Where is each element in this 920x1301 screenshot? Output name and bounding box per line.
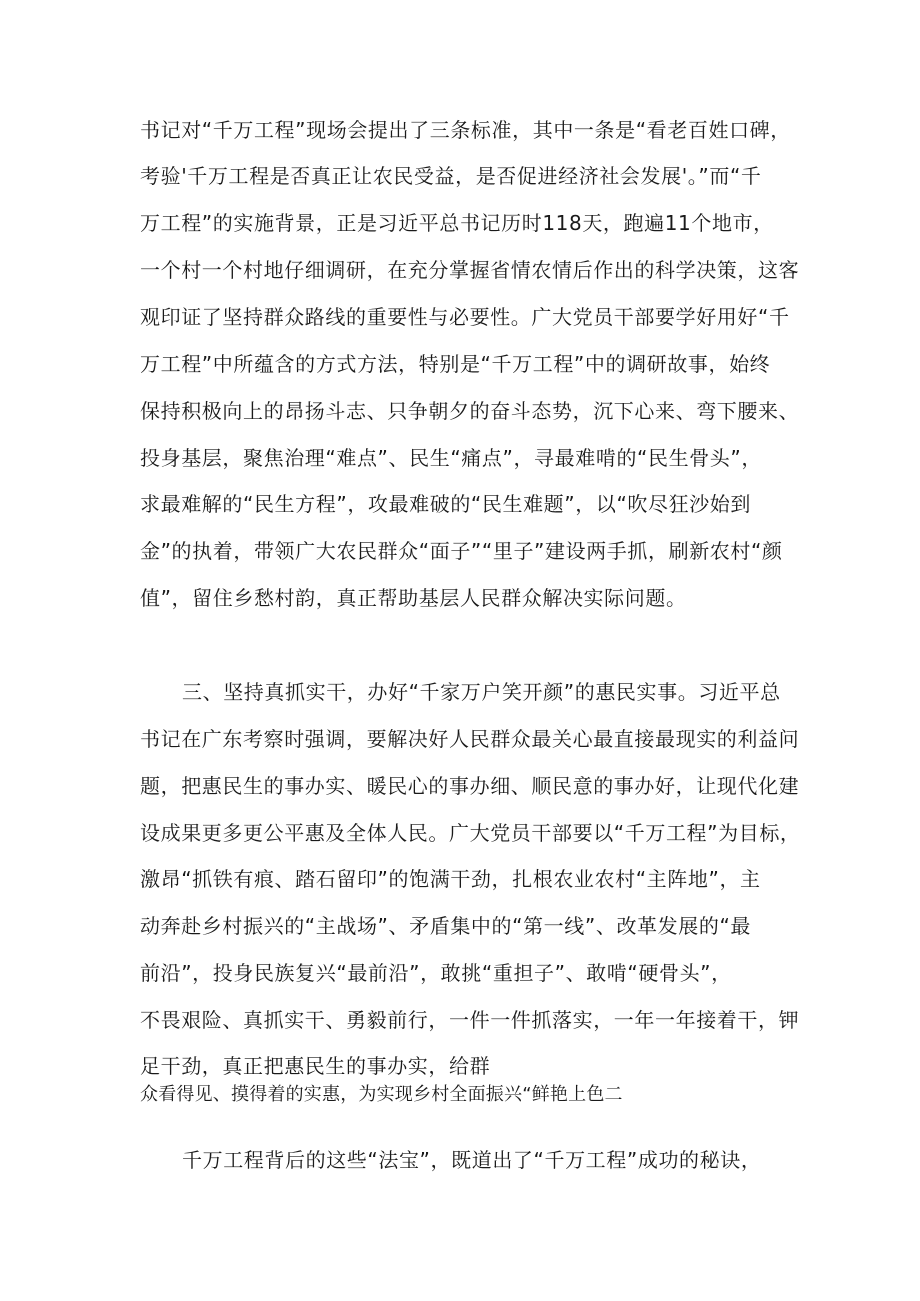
text-line: 投身基层，聚焦治理“难点”、民生“痛点”，寻最难啃的“民生骨头”， [140, 446, 762, 470]
text-line: 题，把惠民生的事办实、暖民心的事办细、顺民意的事办好，让现代化建 [140, 774, 800, 798]
text-line: 保持积极向上的昂扬斗志、只争朝夕的奋斗态势，沉下心来、弯下腰来、 [140, 399, 800, 423]
text-line: 书记对“千万工程”现场会提出了三条标准，其中一条是“看老百姓口碑， [140, 118, 791, 142]
text-line: 众看得见、摸得着的实惠，为实现乡村全面振兴“鲜艳上色二 [140, 1084, 623, 1105]
text-line: 观印证了坚持群众路线的重要性与必要性。广大党员干部要学好用好“千 [140, 305, 790, 329]
text-line: 值”，留住乡愁村韵，真正帮助基层人民群众解决实际问题。 [140, 586, 687, 610]
text-line: 设成果更多更公平惠及全体人民。广大党员干部要以“千万工程”为目标， [140, 821, 801, 845]
text-line: 不畏艰险、真抓实干、勇毅前行，一件一件抓落实，一年一年接着干，钾 [140, 1008, 800, 1032]
text-line: 万工程”中所蕴含的方式方法，特别是“千万工程”中的调研故事，始终 [140, 352, 771, 376]
text-line: 前沿”，投身民族复兴“最前沿”，敢挑“重担子”、敢啃“硬骨头”， [140, 961, 732, 985]
text-line: 万工程”的实施背景，正是习近平总书记历时118天，跑遍11个地市， [140, 211, 774, 235]
text-line: 动奔赴乡村振兴的“主战场”、矛盾集中的“第一线”、改革发展的“最 [140, 914, 752, 938]
text-line: 千万工程背后的这些“法宝”，既道出了“千万工程”成功的秘诀， [182, 1148, 762, 1172]
text-line: 足干劲，真正把惠民生的事办实，给群 [140, 1054, 491, 1078]
text-line: 激昂“抓铁有痕、踏石留印”的饱满干劲，扎根农业农村“主阵地”，主 [140, 867, 761, 891]
text-line: 求最难解的“民生方程”，攻最难破的“民生难题”，以“吹尽狂沙始到 [140, 492, 752, 516]
section-heading-line: 三、坚持真抓实干，办好“千家万户笑开颜”的惠民实事。习近平总 [182, 680, 781, 704]
text-line: 金”的执着，带领广大农民群众“面子”“里子”建设两手抓，刷新农村“颜 [140, 539, 783, 563]
text-line: 书记在广东考察时强调，要解决好人民群众最关心最直接最现实的利益问 [140, 727, 800, 751]
text-line: 考验'千万工程是否真正让农民受益，是否促进经济社会发展'。”而“千 [140, 164, 762, 188]
text-line: 一个村一个村地仔细调研，在充分掌握省情农情后作出的科学决策，这客 [140, 258, 800, 282]
